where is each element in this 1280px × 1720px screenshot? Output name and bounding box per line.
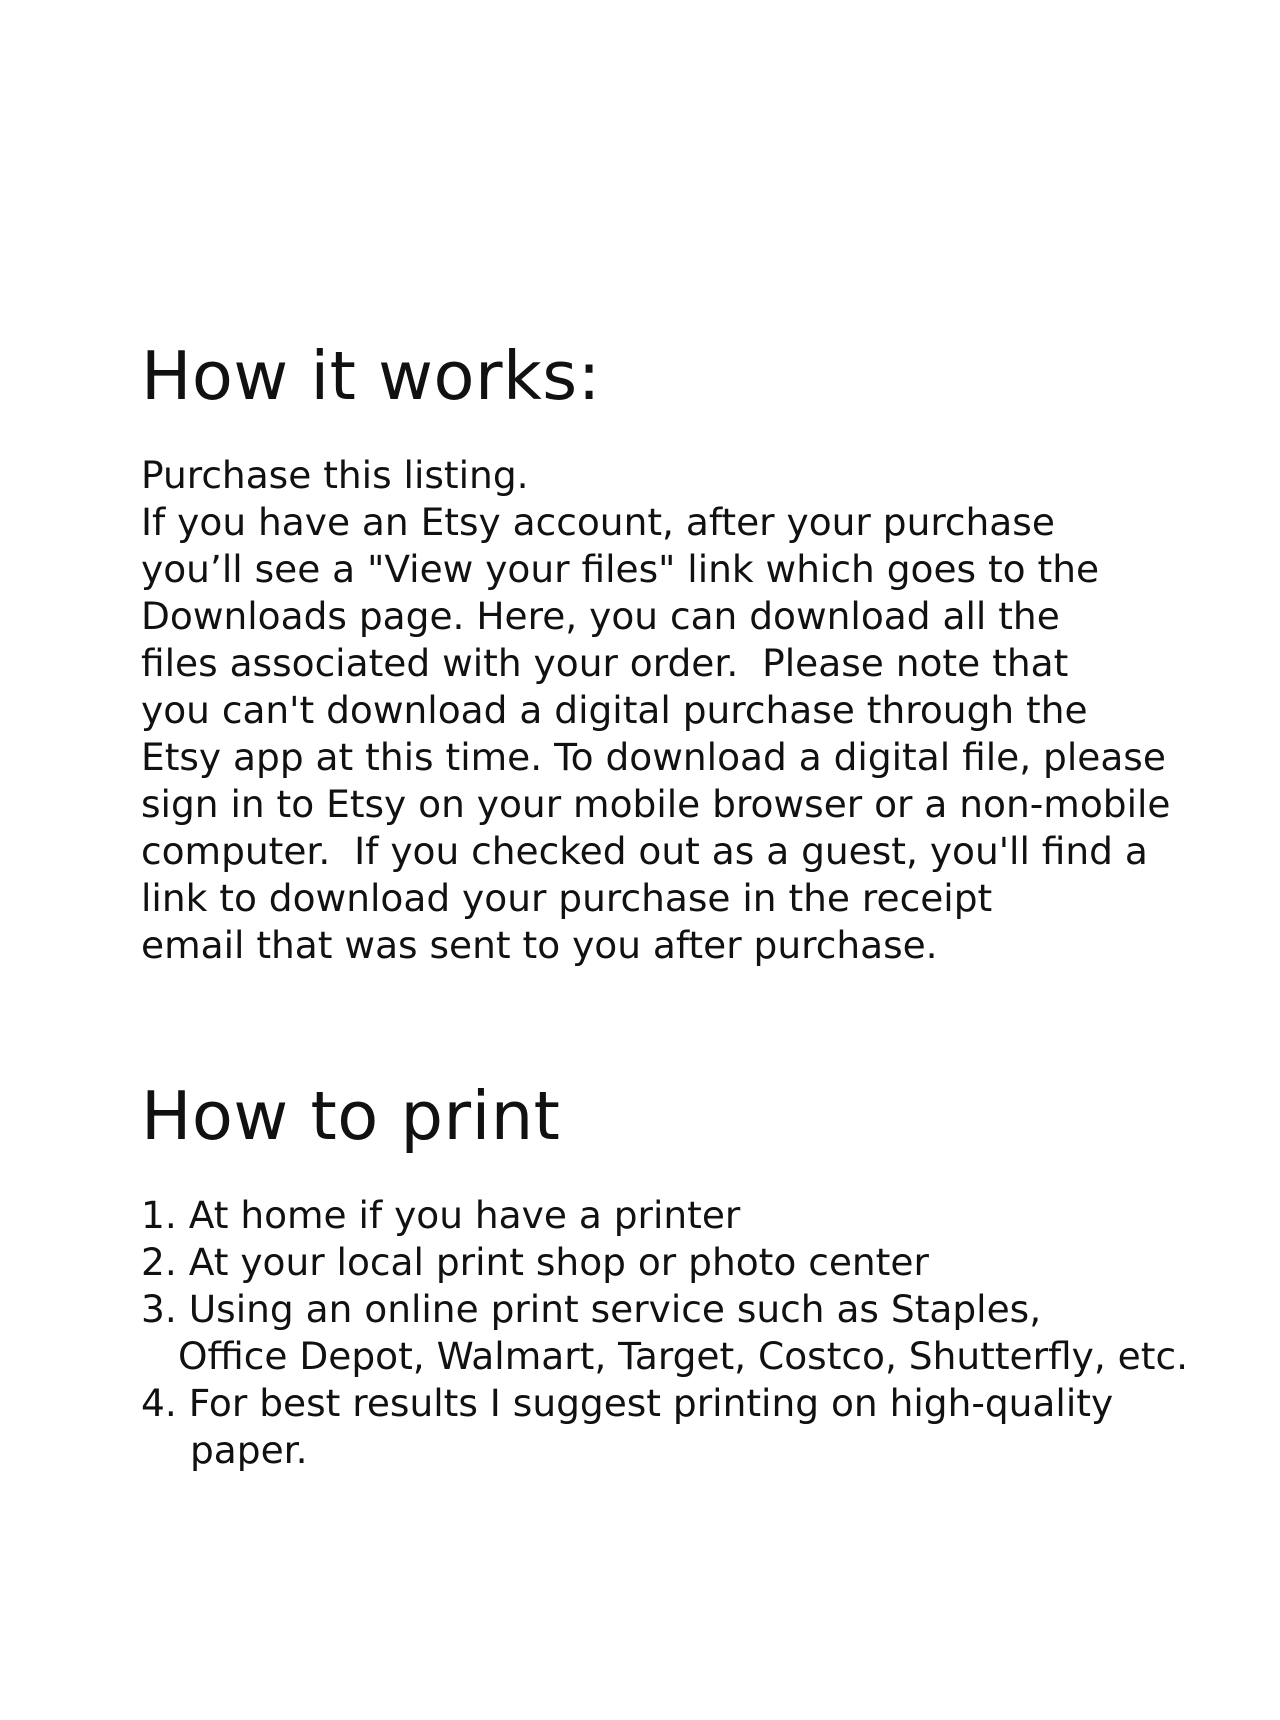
list-item-number: 4. xyxy=(141,1380,177,1425)
list-item xyxy=(141,1380,1188,1427)
list-item-text: At home if you have a printer xyxy=(188,1192,741,1237)
body-line: you’ll see a "View your files" link which goes to the xyxy=(141,546,1100,591)
how-it-works-body xyxy=(141,452,1251,969)
body-line: Downloads page. Here, you can download all the xyxy=(141,593,1060,638)
body-line: Purchase this listing. xyxy=(141,452,529,497)
body-line: you can't download a digital purchase through the xyxy=(141,687,1088,732)
print-options-list xyxy=(141,1192,1188,1474)
list-item-number: 1. xyxy=(141,1192,177,1237)
body-line: link to download your purchase in the receipt xyxy=(141,875,993,920)
document-page xyxy=(141,337,1251,1472)
body-line: files associated with your order. Please note that xyxy=(141,640,1069,685)
list-item xyxy=(141,1192,1188,1239)
list-item xyxy=(141,1286,1188,1333)
body-line: sign in to Etsy on your mobile browser or a non-mobile xyxy=(141,781,1171,826)
list-item-number: 3. xyxy=(141,1286,177,1331)
body-line: If you have an Etsy account, after your purchase xyxy=(141,499,1055,544)
list-item-text: At your local print shop or photo center xyxy=(188,1239,929,1284)
body-line: computer. If you checked out as a guest, you'll find a xyxy=(141,828,1148,873)
body-line: email that was sent to you after purchase. xyxy=(141,922,938,967)
list-item-continuation: paper. xyxy=(190,1427,308,1472)
body-line: Etsy app at this time. To download a digital file, please xyxy=(141,734,1166,779)
list-item-continuation: Office Depot, Walmart, Target, Costco, Shutterfly, etc. xyxy=(178,1333,1188,1378)
list-item-text: For best results I suggest printing on high-quality xyxy=(188,1380,1114,1425)
how-it-works-section xyxy=(141,337,1251,969)
list-item-number: 2. xyxy=(141,1239,177,1284)
how-it-works-heading: How it works: xyxy=(141,337,601,415)
list-item-text: Using an online print service such as Staples, xyxy=(188,1286,1042,1331)
how-to-print-heading: How to print xyxy=(141,1077,561,1155)
list-item xyxy=(141,1239,1188,1286)
how-to-print-section xyxy=(141,1077,1188,1474)
